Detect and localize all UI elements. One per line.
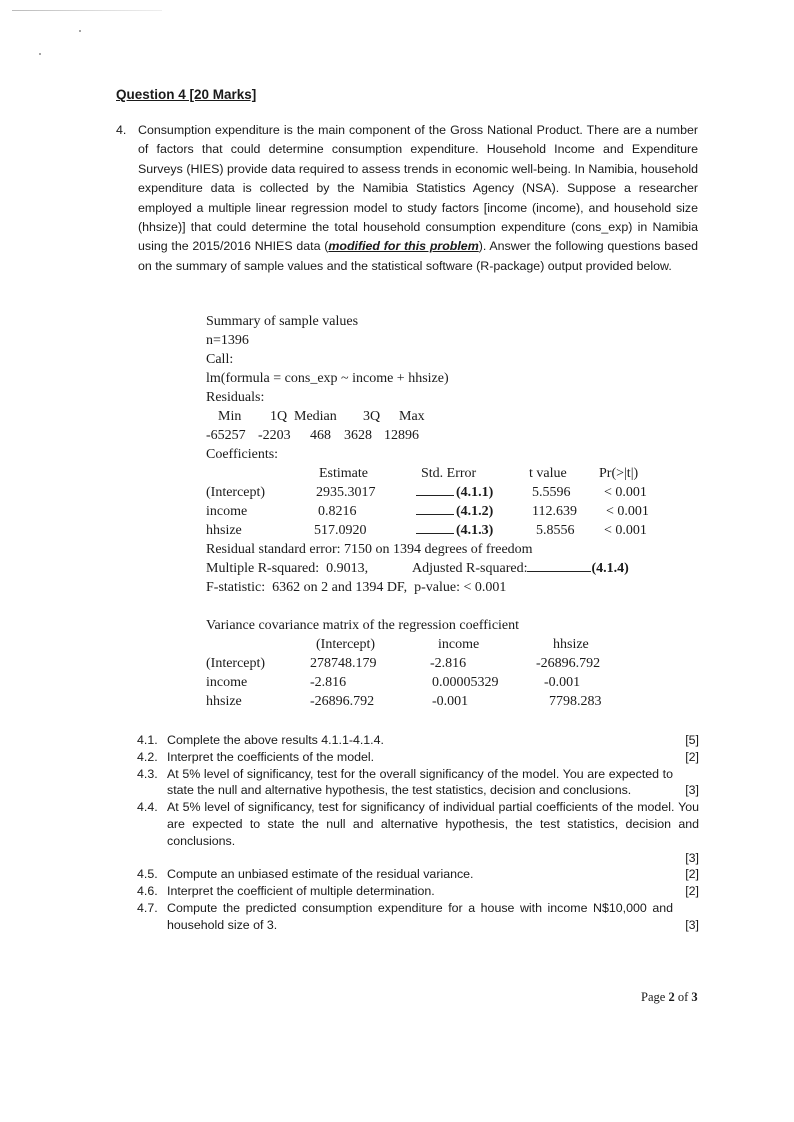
residual-header: Max [399,409,425,424]
coef-t-value: 112.639 [532,504,577,519]
coef-std-error-blank [416,483,493,502]
coef-p-value: < 0.001 [604,523,647,538]
coef-estimate: 2935.3017 [316,485,376,500]
coef-name: income [206,504,248,519]
coef-std-error-blank [416,521,493,540]
sub-question-text: At 5% level of significancy, test for significancy of individual partial coefficients of the model. You are expected to state the null and alternative hypothesis, the test statistics, decision and conclusions. [167,800,699,848]
residual-header: 1Q [270,409,288,424]
sub-question-marks: [3] [685,850,699,865]
multiple-r-squared: Multiple R-squared: 0.9013, [206,561,369,576]
sub-question-number: 4.7. [137,900,158,915]
vcov-row [206,654,646,673]
sub-question [137,766,699,800]
answer-blank [527,559,591,572]
blank-ref: (4.1.2) [456,504,494,519]
residuals-label: Residuals: [206,390,265,405]
question-title: Question 4 [20 Marks] [116,87,257,102]
sub-question-text: Interpret the coefficients of the model. [167,749,375,764]
residuals-values-row [206,426,646,445]
sub-question-number: 4.2. [137,749,158,764]
coefficient-row [206,483,646,502]
coef-t-value: 5.8556 [536,523,575,538]
r-squared-row [206,559,646,578]
sub-question-marks: [2] [685,867,699,882]
sub-question [137,866,699,883]
sample-size: n=1396 [206,333,249,348]
page-total: 3 [691,990,698,1004]
vcov-header: (Intercept) [316,637,376,652]
answer-blank [416,502,454,515]
sub-questions [137,732,699,934]
blank-ref: (4.1.3) [456,523,494,538]
coefficient-row [206,521,646,540]
vcov-header-row [206,635,646,654]
vcov-cell: -26896.792 [536,656,601,671]
sub-question-text: Compute an unbiased estimate of the residual variance. [167,867,474,882]
question-intro [116,121,698,276]
answer-blank [416,483,454,496]
vcov-cell: -2.816 [310,675,347,690]
vcov-row [206,692,646,711]
f-statistic: F-statistic: 6362 on 2 and 1394 DF, p-value: < 0.001 [206,580,507,595]
page-word: Page [641,990,666,1004]
coef-header-estimate: Estimate [319,466,368,481]
blank-ref: (4.1.4) [591,561,629,576]
sub-question-marks: [3] [685,783,699,798]
adjusted-r-squared-label: Adjusted R-squared: [412,561,528,576]
answer-blank [416,521,454,534]
coef-header-std-error: Std. Error [421,466,477,481]
intro-paragraph [138,121,698,276]
intro-text-after: ). Answer the following questions based on the summary of sample values and the statistical software (R-package) output provided below. [138,239,698,273]
vcov-header: income [438,637,480,652]
residual-value: 3628 [344,428,372,443]
scan-artifact-line [12,10,162,11]
sub-question [137,799,699,866]
vcov-cell: -0.001 [544,675,581,690]
coefficient-row [206,502,649,521]
model-formula: lm(formula = cons_exp ~ income + hhsize) [206,371,449,386]
sub-question-text: At 5% level of significancy, test for the overall significancy of the model. You are expected to state the null and alternative hypothesis, the test statistics, decision and conclusions. [167,766,673,798]
residual-header: Min [218,409,242,424]
vcov-cell: 278748.179 [310,656,377,671]
coef-name: hhsize [206,523,242,538]
scan-artifact-dot [79,30,81,32]
sub-question-marks: [3] [685,917,699,932]
residuals-header-row [206,407,646,426]
sub-question-number: 4.5. [137,867,158,882]
intro-emphasis: modified for this problem [328,239,479,254]
sub-question-text: Complete the above results 4.1.1-4.1.4. [167,733,384,747]
page-number [641,990,698,1005]
sub-question [137,883,699,900]
sub-question-number: 4.4. [137,800,158,815]
sub-question [137,732,699,749]
sub-question-number: 4.3. [137,766,158,781]
coef-std-error-blank [416,502,493,521]
vcov-row-name: hhsize [206,694,242,709]
coef-header-p-value: Pr(>|t|) [599,466,639,481]
call-label: Call: [206,352,234,367]
coef-header-t-value: t value [529,466,567,481]
page-current: 2 [668,990,675,1004]
vcov-title: Variance covariance matrix of the regression coefficient [206,618,520,633]
vcov-row-name: income [206,675,248,690]
coefficients-label: Coefficients: [206,447,279,462]
residual-value: 12896 [384,428,419,443]
residual-value: 468 [310,428,331,443]
vcov-cell: 0.00005329 [432,675,499,690]
residual-value: -65257 [206,428,246,443]
sub-question-text: Compute the predicted consumption expenditure for a house with income N$10,000 and household size of 3. [167,900,673,932]
sub-question-marks: [5] [685,733,699,747]
sub-question-marks: [2] [685,884,699,899]
scan-artifact-dot [39,53,41,55]
sub-question-number: 4.1. [137,733,158,747]
sub-question [137,900,699,934]
sub-question-marks: [2] [685,749,699,764]
coef-estimate: 0.8216 [318,504,357,519]
coef-t-value: 5.5596 [532,485,571,500]
of-word: of [677,990,689,1004]
coef-p-value: < 0.001 [606,504,649,519]
intro-text-before: Consumption expenditure is the main component of the Gross National Product. There are a number of factors that could determine consumption expenditure. Household Income and Expenditure Surveys (HIES) provide data required to assess trends in economic well-being. In Namibia, household expenditure data is collected by the Namibia Statistics Agency (NSA). Suppose a researcher employed a multiple linear regression model to study factors [income (income), and household size (hhsize)] that could determine the total household consumption expenditure (cons_exp) in Namibia using the 2015/2016 NHIES data ( [138,123,698,254]
blank-ref: (4.1.1) [456,485,494,500]
adjusted-r-squared [412,559,629,578]
residual-header: Median [294,409,337,424]
regression-output [206,312,649,711]
residual-header: 3Q [363,409,381,424]
vcov-cell: 7798.283 [549,694,602,709]
sub-question-text: Interpret the coefficient of multiple determination. [167,884,435,899]
coef-estimate: 517.0920 [314,523,367,538]
summary-title: Summary of sample values [206,314,359,329]
residual-standard-error: Residual standard error: 7150 on 1394 degrees of freedom [206,542,533,557]
vcov-cell: -26896.792 [310,694,375,709]
vcov-header: hhsize [553,637,589,652]
coef-p-value: < 0.001 [604,485,647,500]
coefficients-header-row [206,464,646,483]
coef-name: (Intercept) [206,485,266,500]
vcov-cell: -2.816 [430,656,467,671]
question-number: 4. [116,123,127,137]
residual-value: -2203 [258,428,291,443]
vcov-row [206,673,646,692]
vcov-row-name: (Intercept) [206,656,266,671]
vcov-cell: -0.001 [432,694,469,709]
sub-question [137,749,699,766]
sub-question-number: 4.6. [137,884,158,899]
